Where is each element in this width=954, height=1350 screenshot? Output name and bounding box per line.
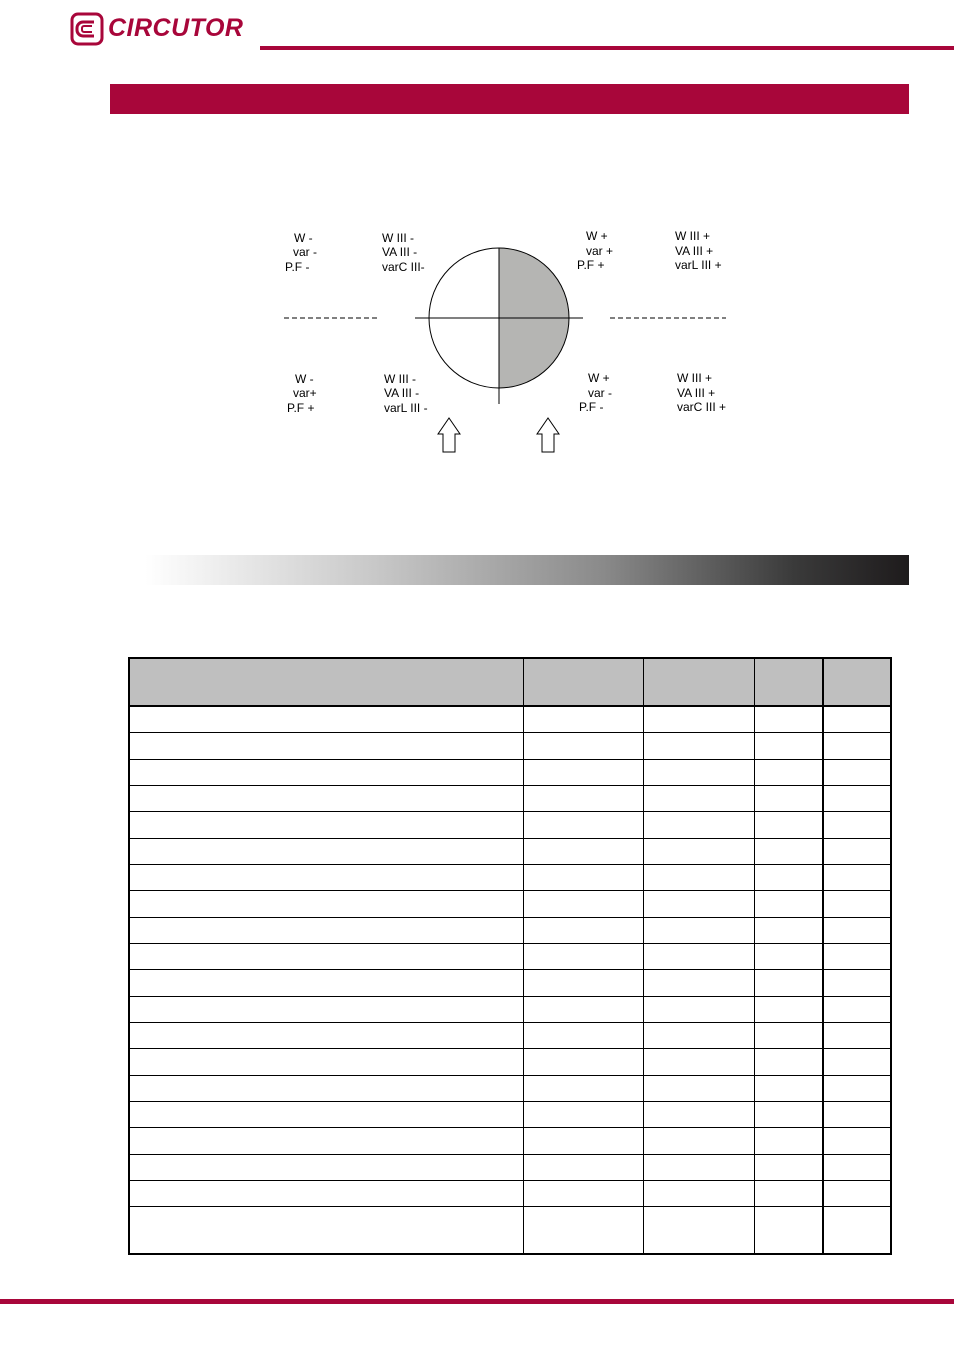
label-br-outer-2: VA III + <box>677 386 716 400</box>
table-header-cell <box>823 658 891 706</box>
label-tr-inner-3: P.F + <box>577 258 605 272</box>
label-br-inner-3: P.F - <box>579 400 604 414</box>
label-bl-outer-3: P.F + <box>287 401 315 415</box>
table-header-cell <box>523 658 643 706</box>
table-row <box>129 706 891 733</box>
parameter-table <box>128 657 892 1255</box>
label-br-outer-1: W III + <box>677 371 713 385</box>
label-tl-outer-1: W - <box>294 231 313 245</box>
label-tl-inner-2: VA III - <box>382 245 418 259</box>
label-br-outer-3: varC III + <box>677 400 727 414</box>
table-header-cell <box>754 658 823 706</box>
table-row <box>129 891 891 917</box>
table-row <box>129 917 891 943</box>
label-tr-inner-1: W + <box>586 229 608 243</box>
table-row <box>129 1022 891 1048</box>
table-row <box>129 996 891 1022</box>
table-header-cell <box>643 658 754 706</box>
table-row <box>129 812 891 838</box>
table-row <box>129 1180 891 1206</box>
header-rule <box>260 46 954 50</box>
table-header-row <box>129 658 891 706</box>
label-bl-outer-1: W - <box>295 372 314 386</box>
label-tl-inner-1: W III - <box>382 231 414 245</box>
table-row <box>129 1049 891 1075</box>
label-tr-outer-1: W III + <box>675 229 711 243</box>
label-tr-outer-3: varL III + <box>675 258 722 272</box>
table-header-cell <box>129 658 523 706</box>
label-br-inner-1: W + <box>588 371 610 385</box>
footer-rule <box>0 1299 954 1304</box>
label-br-inner-2: var - <box>588 386 612 400</box>
table-row <box>129 864 891 890</box>
table-row <box>129 759 891 785</box>
table-row <box>129 838 891 864</box>
table-row <box>129 943 891 969</box>
label-tr-outer-2: VA III + <box>675 244 714 258</box>
arrow-up-right-icon <box>537 418 559 452</box>
table-row <box>129 1101 891 1127</box>
label-tl-outer-3: P.F - <box>285 260 310 274</box>
label-tl-inner-3: varC III- <box>382 260 425 274</box>
power-quadrant-diagram <box>270 222 750 462</box>
label-bl-inner-3: varL III - <box>384 401 428 415</box>
circutor-logo-icon <box>70 12 104 46</box>
table-row <box>129 1154 891 1180</box>
table-row <box>129 1128 891 1154</box>
subsection-gradient-bar <box>145 555 909 585</box>
label-bl-inner-1: W III - <box>384 372 416 386</box>
table-row <box>129 1075 891 1101</box>
table-row <box>129 970 891 996</box>
table-row <box>129 733 891 759</box>
table-row <box>129 785 891 811</box>
label-bl-outer-2: var+ <box>293 386 317 400</box>
label-tr-inner-2: var + <box>586 244 614 258</box>
section-title-bar <box>110 84 909 114</box>
circutor-logo <box>70 12 250 46</box>
label-bl-inner-2: VA III - <box>384 386 420 400</box>
arrow-up-left-icon <box>438 418 460 452</box>
label-tl-outer-2: var - <box>293 245 317 259</box>
brand-name: CIRCUTOR <box>108 14 244 42</box>
table-row <box>129 1207 891 1254</box>
